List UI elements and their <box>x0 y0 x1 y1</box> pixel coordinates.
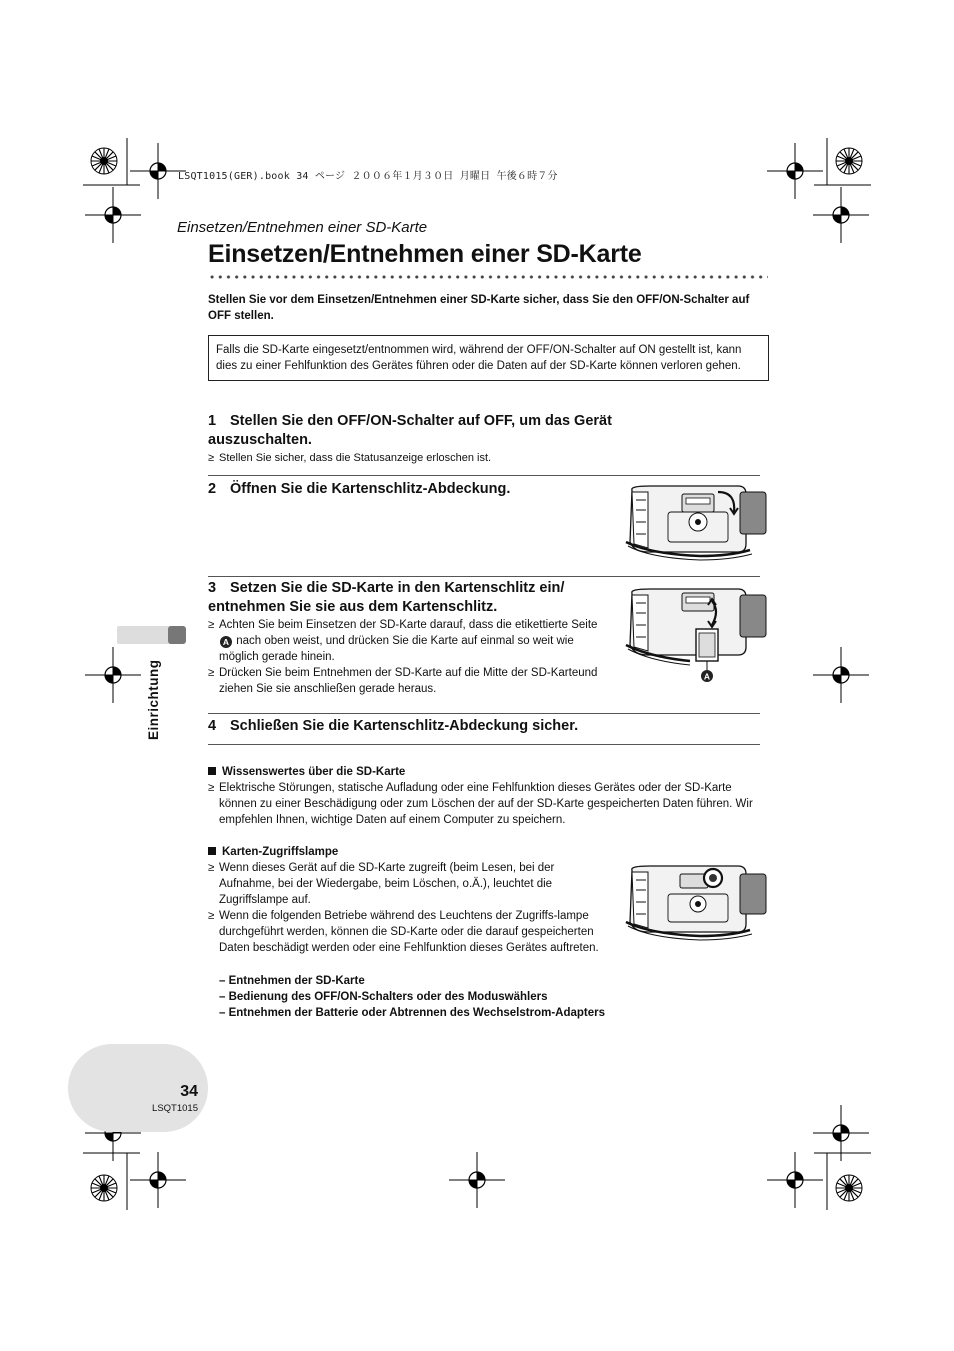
list-item: – Bedienung des OFF/ON-Schalters oder des Moduswählers <box>219 991 548 1003</box>
page-code: LSQT1015 <box>152 1103 198 1114</box>
intro-text: Stellen Sie vor dem Einsetzen/Entnehmen einer SD-Karte sicher, dass Sie den OFF/ON-Schalter auf OFF stellen. <box>208 294 750 322</box>
print-header: LSQT1015(GER).book 34 ページ ２００６年１月３０日 月曜日 午後６時７分 <box>178 171 558 182</box>
square-bullet-icon <box>208 847 216 855</box>
chapter-label: Einrichtung <box>146 659 161 740</box>
bullet: ≥ Elektrische Störungen, statische Aufladung oder eine Fehlfunktion dieses Gerätes oder der SD-Karte können zu einer Beschädigung oder zum Löschen der auf der SD-Karte gespeicherten Daten führen. Wir empfehlen Ihnen, wichtige Daten auf einem Computer zu speichern. <box>208 782 753 826</box>
marker-a-icon: A <box>220 636 232 648</box>
bullet: ≥ Drücken Sie beim Entnehmen der SD-Karte auf die Mitte der SD-Karteund ziehen Sie sie anschließen gerade heraus. <box>208 667 598 695</box>
step-4 <box>208 717 768 736</box>
square-bullet-icon <box>208 767 216 775</box>
list-item: – Entnehmen der Batterie oder Abtrennen des Wechselstrom-Adapters <box>219 1007 605 1019</box>
page-title: Einsetzen/Entnehmen einer SD-Karte <box>208 240 642 268</box>
camera-illustration-open-cover <box>620 482 770 562</box>
divider <box>208 744 760 745</box>
dash-list <box>208 973 768 1021</box>
camera-illustration-access-lamp <box>620 862 770 942</box>
step-4-title: 4 Schließen Sie die Kartenschlitz-Abdeckung sicher. <box>208 718 579 734</box>
warning-box <box>208 335 769 381</box>
page-number: 34 <box>180 1083 198 1100</box>
divider <box>208 713 760 714</box>
dotted-rule <box>208 274 768 280</box>
step-number: 1 <box>208 413 217 429</box>
bullet: ≥ Wenn dieses Gerät auf die SD-Karte zugreift (beim Lesen, bei der Aufnahme, bei der Wiedergabe, beim Löschen, o.Ä.), leuchtet die Zugriffslampe auf. <box>208 862 555 906</box>
section-heading: Karten-Zugriffslampe <box>208 844 603 860</box>
section-label: Einsetzen/Entnehmen einer SD-Karte <box>177 219 428 236</box>
bullet: ≥ Achten Sie beim Einsetzen der SD-Karte darauf, dass die etikettierte Seite A nach oben weist, und drücken Sie die Karte auf einmal so weit wie möglich gerade hinein. <box>208 619 598 663</box>
chapter-tab-marker <box>168 626 186 644</box>
bullet: ≥ Wenn die folgenden Betriebe während des Leuchtens der Zugriffs-lampe durchgeführt werden, können die SD-Karte oder die darauf gespeicherten Daten beschädigt werden oder eine Fehlfunktion dieses Gerätes auftreten. <box>208 910 599 954</box>
step-2-title: 2 Öffnen Sie die Kartenschlitz-Abdeckung. <box>208 481 511 497</box>
step-2 <box>208 480 618 499</box>
step-3: 3 Setzen Sie die SD-Karte in den Kartenschlitz ein/ entnehmen Sie sie aus dem Kartenschlitz. ≥ Achten Sie beim Einsetzen der SD-Karte darauf, dass die etikettierte Seite A nach oben weist, und drücken Sie die Karte auf einmal so weit wie möglich gerade hinein. ≥ Drücken Sie beim Entnehmen der SD-Karte auf die Mitte der SD-Karteund ziehen Sie sie anschließen gerade heraus. <box>208 579 613 697</box>
divider <box>208 475 760 476</box>
section-heading: Wissenswertes über die SD-Karte <box>208 764 768 780</box>
divider <box>208 576 760 577</box>
wissenswertes-section <box>208 764 768 828</box>
step-3-title: 3 Setzen Sie die SD-Karte in den Kartenschlitz ein/ <box>208 580 565 596</box>
warning-text: Falls die SD-Karte eingesetzt/entnommen wird, während der OFF/ON-Schalter auf ON gestellt ist, kann dies zu einer Fehlfunktion des Gerätes führen oder die Daten auf der SD-Karte können verloren gehen. <box>216 344 742 372</box>
list-item: – Entnehmen der SD-Karte <box>219 975 365 987</box>
bullet: ≥ Stellen Sie sicher, dass die Statusanzeige erloschen ist. <box>208 452 492 464</box>
step-1-title: 1 Stellen Sie den OFF/ON-Schalter auf OFF, um das Gerät <box>208 413 612 429</box>
zugriffslampe-section <box>208 844 603 956</box>
camera-illustration-insert-card <box>620 585 770 685</box>
figure-marker-a: A <box>703 671 711 682</box>
step-1: 1 Stellen Sie den OFF/ON-Schalter auf OFF, um das Gerät auszuschalten. ≥ Stellen Sie sicher, dass die Statusanzeige erloschen ist. <box>208 412 768 466</box>
